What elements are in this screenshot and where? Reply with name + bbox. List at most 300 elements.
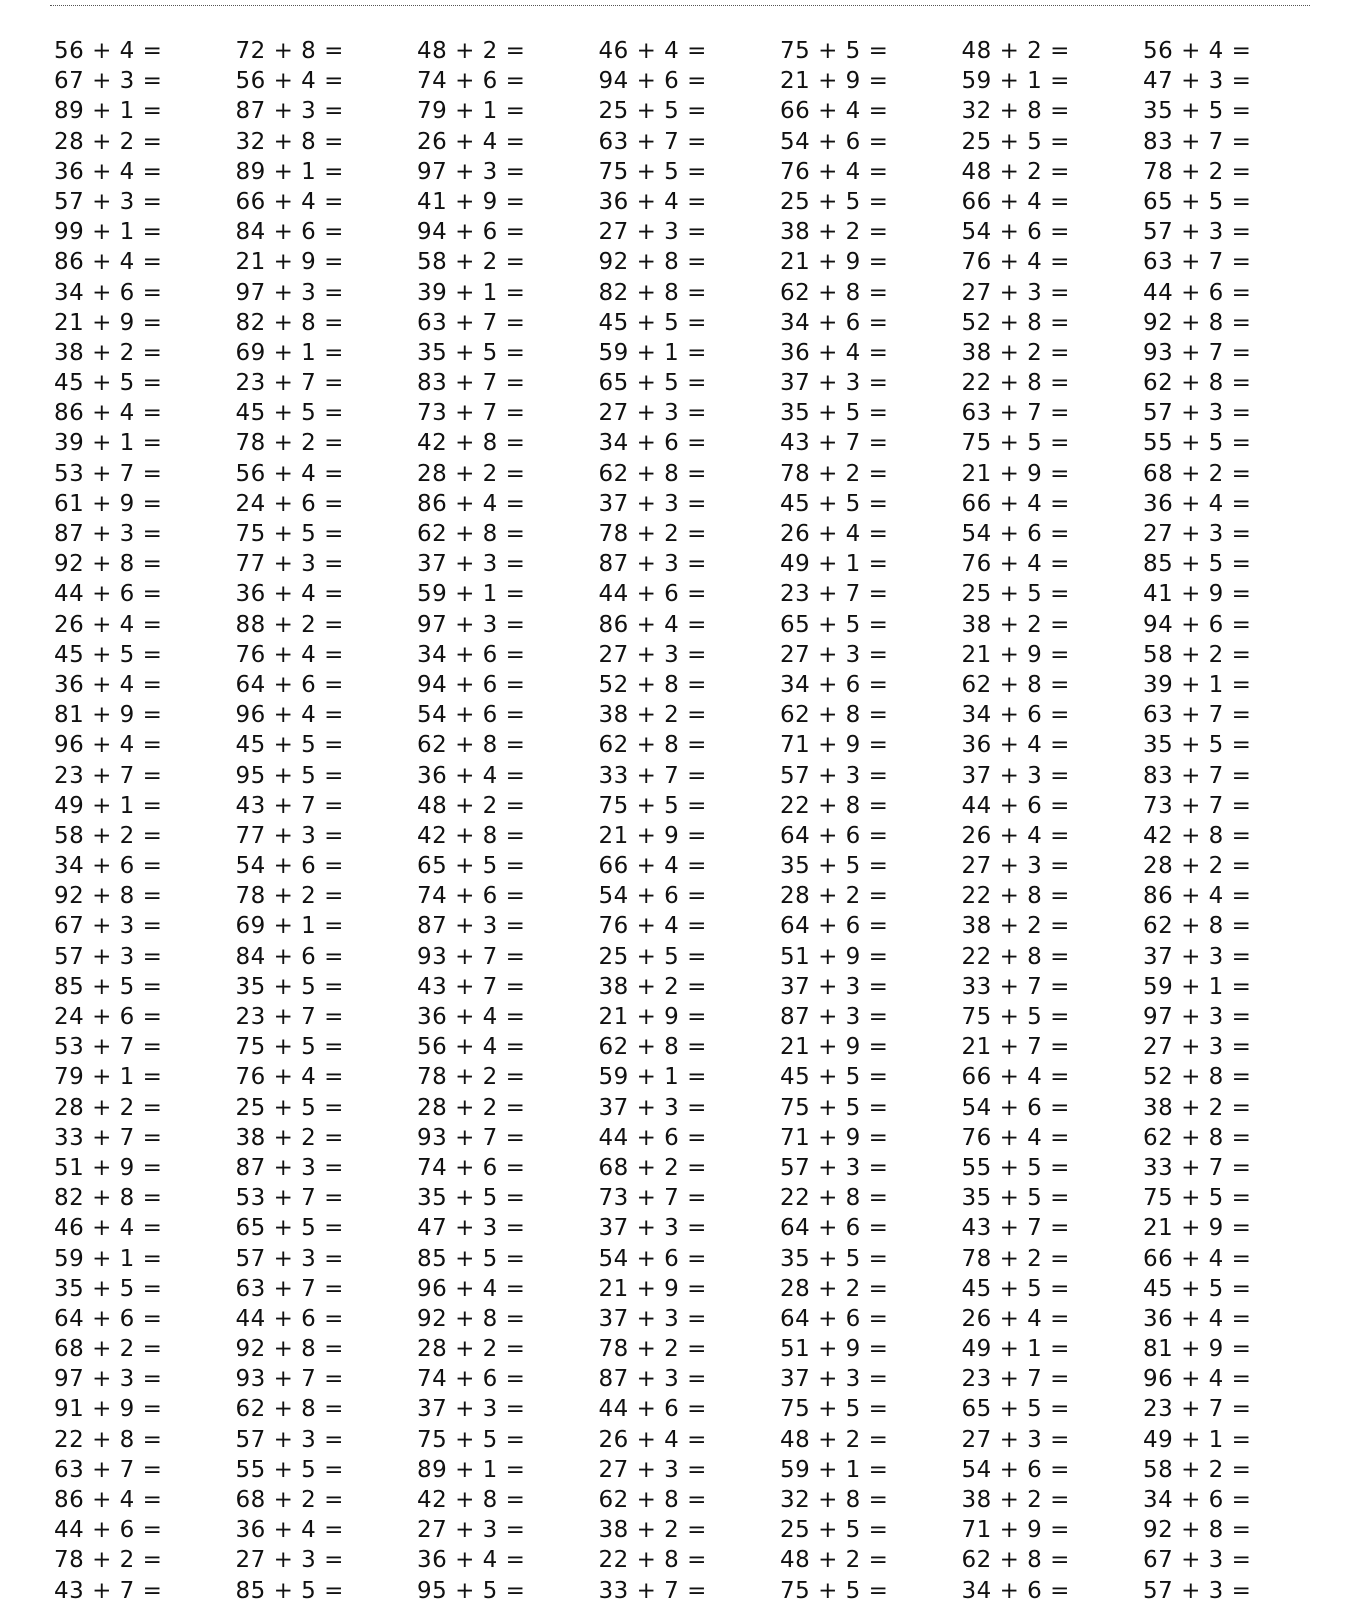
problem-cell: 97 + 3 =	[417, 611, 526, 638]
problem-cell: 74 + 6 =	[417, 1154, 526, 1181]
problem-cell: 44 + 6 =	[961, 792, 1070, 819]
problem-cell: 65 + 5 =	[598, 370, 707, 397]
problem-cell: 27 + 3 =	[598, 1456, 707, 1483]
problem-cell: 93 + 7 =	[1143, 339, 1252, 366]
problem-cell: 43 + 7 =	[780, 430, 889, 457]
problem-cell: 33 + 7 =	[54, 1124, 163, 1151]
problem-cell: 96 + 4 =	[1143, 1366, 1252, 1393]
problem-cell: 62 + 8 =	[1143, 1124, 1252, 1151]
problem-cell: 27 + 3 =	[1143, 1034, 1252, 1061]
problem-cell: 36 + 4 =	[417, 1547, 526, 1574]
problem-cell: 57 + 3 =	[1143, 219, 1252, 246]
problem-cell: 44 + 6 =	[54, 581, 163, 608]
problem-cell: 87 + 3 =	[780, 1004, 889, 1030]
problem-cell: 75 + 5 =	[235, 521, 344, 547]
problem-cell: 36 + 4 =	[780, 339, 889, 366]
problem-cell: 26 + 4 =	[417, 128, 526, 155]
problem-cell: 76 + 4 =	[235, 1064, 344, 1091]
problem-cell: 27 + 3 =	[235, 1547, 344, 1574]
problem-cell: 75 + 5 =	[780, 1396, 889, 1423]
problem-cell: 21 + 9 =	[235, 249, 344, 276]
problem-cell: 25 + 5 =	[780, 1517, 889, 1544]
problem-cell: 64 + 6 =	[235, 671, 344, 698]
problem-cell: 37 + 3 =	[598, 1305, 707, 1332]
problem-cell: 21 + 9 =	[780, 1034, 889, 1061]
problem-cell: 87 + 3 =	[54, 521, 163, 547]
problem-cell: 27 + 3 =	[598, 641, 707, 668]
problem-cell: 55 + 5 =	[235, 1456, 344, 1483]
problem-cell: 56 + 4 =	[1143, 38, 1252, 64]
problem-cell: 84 + 6 =	[235, 219, 344, 246]
problem-cell: 57 + 3 =	[235, 1426, 344, 1453]
problem-cell: 86 + 4 =	[1143, 883, 1252, 910]
problem-cell: 76 + 4 =	[961, 1124, 1070, 1151]
problem-cell: 23 + 7 =	[780, 581, 889, 608]
problem-cell: 63 + 7 =	[1143, 702, 1252, 729]
problem-cell: 21 + 9 =	[598, 822, 707, 849]
problem-cell: 54 + 6 =	[417, 702, 526, 729]
problem-cell: 46 + 4 =	[598, 38, 707, 64]
problem-cell: 54 + 6 =	[780, 128, 889, 155]
problem-cell: 64 + 6 =	[780, 822, 889, 849]
problem-cell: 61 + 9 =	[54, 490, 163, 517]
problem-cell: 66 + 4 =	[780, 98, 889, 125]
problem-cell: 44 + 6 =	[235, 1305, 344, 1332]
problem-cell: 83 + 7 =	[1143, 128, 1252, 155]
problem-cell: 38 + 2 =	[598, 702, 707, 729]
problem-cell: 68 + 2 =	[1143, 460, 1252, 487]
problem-cell: 35 + 5 =	[780, 853, 889, 880]
problem-cell: 26 + 4 =	[54, 611, 163, 638]
problem-cell: 33 + 7 =	[598, 762, 707, 789]
problem-cell: 27 + 3 =	[1143, 521, 1252, 547]
problem-cell: 62 + 8 =	[417, 732, 526, 759]
problem-cell: 37 + 3 =	[1143, 943, 1252, 970]
problem-cell: 28 + 2 =	[417, 1094, 526, 1121]
problem-cell: 63 + 7 =	[54, 1456, 163, 1483]
problem-cell: 76 + 4 =	[598, 913, 707, 940]
problem-cell: 21 + 9 =	[780, 249, 889, 276]
problem-cell: 34 + 6 =	[961, 702, 1070, 729]
problem-cell: 49 + 1 =	[961, 1336, 1070, 1363]
problem-cell: 62 + 8 =	[780, 279, 889, 306]
problem-cell: 87 + 3 =	[235, 1154, 344, 1181]
problem-cell: 48 + 2 =	[961, 38, 1070, 64]
problem-cell: 21 + 7 =	[961, 1034, 1070, 1061]
problem-cell: 25 + 5 =	[598, 98, 707, 125]
problem-cell: 35 + 5 =	[1143, 732, 1252, 759]
problem-cell: 36 + 4 =	[1143, 490, 1252, 517]
problem-cell: 35 + 5 =	[780, 1245, 889, 1272]
problem-cell: 92 + 8 =	[598, 249, 707, 276]
problem-cell: 68 + 2 =	[598, 1154, 707, 1181]
problem-cell: 55 + 5 =	[1143, 430, 1252, 457]
problem-cell: 48 + 2 =	[780, 1426, 889, 1453]
problem-cell: 75 + 5 =	[961, 1004, 1070, 1030]
problem-cell: 97 + 3 =	[417, 158, 526, 185]
problem-cell: 81 + 9 =	[1143, 1336, 1252, 1363]
problem-cell: 35 + 5 =	[54, 1275, 163, 1302]
problem-cell: 37 + 3 =	[417, 1396, 526, 1423]
problem-cell: 38 + 2 =	[961, 913, 1070, 940]
problem-cell: 21 + 9 =	[961, 641, 1070, 668]
problem-cell: 74 + 6 =	[417, 1366, 526, 1393]
problem-cell: 28 + 2 =	[54, 128, 163, 155]
problem-cell: 53 + 7 =	[54, 460, 163, 487]
problem-cell: 43 + 7 =	[961, 1215, 1070, 1242]
problem-cell: 66 + 4 =	[235, 188, 344, 215]
problem-cell: 87 + 3 =	[417, 913, 526, 940]
problem-cell: 57 + 3 =	[1143, 1577, 1252, 1604]
problem-cell: 79 + 1 =	[54, 1064, 163, 1091]
problem-cell: 26 + 4 =	[961, 822, 1070, 849]
problem-cell: 32 + 8 =	[235, 128, 344, 155]
problem-cell: 22 + 8 =	[961, 943, 1070, 970]
problem-cell: 84 + 6 =	[235, 943, 344, 970]
dotted-rule	[50, 5, 1310, 6]
problem-cell: 54 + 6 =	[961, 1094, 1070, 1121]
problem-cell: 62 + 8 =	[417, 521, 526, 547]
problem-cell: 76 + 4 =	[235, 641, 344, 668]
problem-cell: 45 + 5 =	[961, 1275, 1070, 1302]
problem-cell: 36 + 4 =	[961, 732, 1070, 759]
problem-cell: 89 + 1 =	[235, 158, 344, 185]
problem-cell: 48 + 2 =	[780, 1547, 889, 1574]
problem-cell: 32 + 8 =	[961, 98, 1070, 125]
problem-cell: 94 + 6 =	[417, 671, 526, 698]
problem-cell: 66 + 4 =	[961, 1064, 1070, 1091]
problem-cell: 22 + 8 =	[598, 1547, 707, 1574]
problem-cell: 88 + 2 =	[235, 611, 344, 638]
problem-cell: 21 + 9 =	[1143, 1215, 1252, 1242]
problem-cell: 62 + 8 =	[780, 702, 889, 729]
problem-cell: 54 + 6 =	[961, 521, 1070, 547]
problem-cell: 59 + 1 =	[780, 1456, 889, 1483]
problem-cell: 78 + 2 =	[235, 430, 344, 457]
problem-cell: 58 + 2 =	[417, 249, 526, 276]
problem-cell: 54 + 6 =	[961, 219, 1070, 246]
problem-cell: 42 + 8 =	[417, 1487, 526, 1513]
problem-cell: 43 + 7 =	[417, 973, 526, 1000]
problem-cell: 62 + 8 =	[961, 1547, 1070, 1574]
problem-cell: 57 + 3 =	[780, 762, 889, 789]
problem-cell: 38 + 2 =	[598, 973, 707, 1000]
problem-cell: 99 + 1 =	[54, 219, 163, 246]
problem-cell: 45 + 5 =	[780, 1064, 889, 1091]
problem-cell: 52 + 8 =	[1143, 1064, 1252, 1091]
problem-cell: 37 + 3 =	[417, 551, 526, 578]
problem-cell: 93 + 7 =	[417, 943, 526, 970]
problem-cell: 39 + 1 =	[1143, 671, 1252, 698]
problem-cell: 38 + 2 =	[598, 1517, 707, 1544]
problem-cell: 82 + 8 =	[598, 279, 707, 306]
problem-cell: 64 + 6 =	[780, 1305, 889, 1332]
problem-cell: 86 + 4 =	[54, 249, 163, 276]
problem-cell: 75 + 5 =	[780, 1094, 889, 1121]
problem-cell: 26 + 4 =	[780, 521, 889, 547]
problem-cell: 73 + 7 =	[598, 1185, 707, 1212]
problem-cell: 43 + 7 =	[235, 792, 344, 819]
problem-cell: 38 + 2 =	[54, 339, 163, 366]
problem-cell: 65 + 5 =	[417, 853, 526, 880]
problem-cell: 52 + 8 =	[598, 671, 707, 698]
problem-cell: 26 + 4 =	[961, 1305, 1070, 1332]
problem-cell: 62 + 8 =	[235, 1396, 344, 1423]
problem-cell: 86 + 4 =	[417, 490, 526, 517]
problem-cell: 36 + 4 =	[417, 762, 526, 789]
problem-cell: 44 + 6 =	[1143, 279, 1252, 306]
problem-cell: 93 + 7 =	[417, 1124, 526, 1151]
problem-cell: 62 + 8 =	[1143, 370, 1252, 397]
problem-cell: 54 + 6 =	[235, 853, 344, 880]
problem-cell: 26 + 4 =	[598, 1426, 707, 1453]
problem-cell: 36 + 4 =	[54, 158, 163, 185]
problem-cell: 57 + 3 =	[54, 943, 163, 970]
problem-cell: 73 + 7 =	[417, 400, 526, 427]
problem-cell: 27 + 3 =	[417, 1517, 526, 1544]
problem-cell: 35 + 5 =	[417, 1185, 526, 1212]
problem-cell: 64 + 6 =	[54, 1305, 163, 1332]
problem-cell: 63 + 7 =	[598, 128, 707, 155]
problem-cell: 22 + 8 =	[961, 370, 1070, 397]
problem-cell: 63 + 7 =	[1143, 249, 1252, 276]
problem-cell: 34 + 6 =	[417, 641, 526, 668]
problem-cell: 35 + 5 =	[961, 1185, 1070, 1212]
problem-cell: 97 + 3 =	[235, 279, 344, 306]
problem-cell: 27 + 3 =	[961, 279, 1070, 306]
problem-cell: 59 + 1 =	[598, 1064, 707, 1091]
problem-cell: 65 + 5 =	[780, 611, 889, 638]
problem-cell: 46 + 4 =	[54, 1215, 163, 1242]
problem-cell: 75 + 5 =	[780, 1577, 889, 1604]
problem-cell: 77 + 3 =	[235, 822, 344, 849]
problem-cell: 37 + 3 =	[598, 1215, 707, 1242]
problem-cell: 83 + 7 =	[417, 370, 526, 397]
problem-cell: 56 + 4 =	[417, 1034, 526, 1061]
problem-cell: 57 + 3 =	[235, 1245, 344, 1272]
problem-cell: 54 + 6 =	[598, 883, 707, 910]
problem-cell: 24 + 6 =	[235, 490, 344, 517]
problem-cell: 87 + 3 =	[598, 1366, 707, 1393]
problem-cell: 94 + 6 =	[417, 219, 526, 246]
problem-cell: 44 + 6 =	[598, 1396, 707, 1423]
problem-cell: 94 + 6 =	[598, 68, 707, 95]
problem-cell: 22 + 8 =	[54, 1426, 163, 1453]
problem-cell: 34 + 6 =	[780, 309, 889, 336]
problem-cell: 23 + 7 =	[1143, 1396, 1252, 1423]
problem-cell: 85 + 5 =	[417, 1245, 526, 1272]
problem-cell: 65 + 5 =	[1143, 188, 1252, 215]
problem-cell: 92 + 8 =	[1143, 1517, 1252, 1544]
problem-cell: 59 + 1 =	[54, 1245, 163, 1272]
problem-cell: 58 + 2 =	[54, 822, 163, 849]
problem-cell: 38 + 2 =	[961, 1487, 1070, 1513]
problem-cell: 42 + 8 =	[417, 822, 526, 849]
problem-cell: 25 + 5 =	[961, 128, 1070, 155]
problem-cell: 51 + 9 =	[780, 943, 889, 970]
problem-cell: 67 + 3 =	[54, 913, 163, 940]
problem-cell: 28 + 2 =	[1143, 853, 1252, 880]
problem-cell: 75 + 5 =	[235, 1034, 344, 1061]
problem-cell: 48 + 2 =	[961, 158, 1070, 185]
problem-cell: 38 + 2 =	[780, 219, 889, 246]
problem-cell: 45 + 5 =	[1143, 1275, 1252, 1302]
problem-cell: 42 + 8 =	[417, 430, 526, 457]
problem-cell: 57 + 3 =	[1143, 400, 1252, 427]
problem-cell: 34 + 6 =	[54, 279, 163, 306]
problem-cell: 33 + 7 =	[961, 973, 1070, 1000]
problem-cell: 62 + 8 =	[1143, 913, 1252, 940]
problem-cell: 51 + 9 =	[54, 1154, 163, 1181]
problem-cell: 27 + 3 =	[961, 853, 1070, 880]
problem-cell: 85 + 5 =	[1143, 551, 1252, 578]
problem-cell: 34 + 6 =	[780, 671, 889, 698]
problem-cell: 25 + 5 =	[780, 188, 889, 215]
problem-cell: 35 + 5 =	[1143, 98, 1252, 125]
problem-cell: 43 + 7 =	[54, 1577, 163, 1604]
problem-cell: 36 + 4 =	[1143, 1305, 1252, 1332]
problem-cell: 92 + 8 =	[54, 883, 163, 910]
problem-cell: 39 + 1 =	[54, 430, 163, 457]
problem-cell: 66 + 4 =	[961, 490, 1070, 517]
problem-cell: 49 + 1 =	[54, 792, 163, 819]
problem-cell: 78 + 2 =	[54, 1547, 163, 1574]
problem-cell: 92 + 8 =	[54, 551, 163, 578]
problem-cell: 62 + 8 =	[598, 1487, 707, 1513]
problem-cell: 54 + 6 =	[598, 1245, 707, 1272]
problem-cell: 22 + 8 =	[780, 792, 889, 819]
problem-cell: 78 + 2 =	[961, 1245, 1070, 1272]
problem-cell: 27 + 3 =	[598, 219, 707, 246]
problem-cell: 87 + 3 =	[598, 551, 707, 578]
problem-cell: 71 + 9 =	[780, 1124, 889, 1151]
problem-cell: 75 + 5 =	[598, 158, 707, 185]
problem-cell: 92 + 8 =	[1143, 309, 1252, 336]
problem-cell: 71 + 9 =	[780, 732, 889, 759]
problem-cell: 35 + 5 =	[780, 400, 889, 427]
problem-cell: 21 + 9 =	[54, 309, 163, 336]
problem-cell: 36 + 4 =	[235, 581, 344, 608]
problem-cell: 36 + 4 =	[598, 188, 707, 215]
problem-cell: 44 + 6 =	[598, 1124, 707, 1151]
problem-cell: 56 + 4 =	[54, 38, 163, 64]
problem-cell: 66 + 4 =	[961, 188, 1070, 215]
problem-cell: 37 + 3 =	[598, 490, 707, 517]
problem-cell: 75 + 5 =	[961, 430, 1070, 457]
problem-cell: 58 + 2 =	[1143, 641, 1252, 668]
problem-cell: 91 + 9 =	[54, 1396, 163, 1423]
problem-cell: 69 + 1 =	[235, 913, 344, 940]
problem-cell: 75 + 5 =	[780, 38, 889, 64]
problem-cell: 27 + 3 =	[961, 1426, 1070, 1453]
problem-cell: 28 + 2 =	[780, 883, 889, 910]
problem-cell: 64 + 6 =	[780, 913, 889, 940]
problem-cell: 73 + 7 =	[1143, 792, 1252, 819]
problem-cell: 82 + 8 =	[54, 1185, 163, 1212]
problem-cell: 56 + 4 =	[235, 460, 344, 487]
problem-cell: 45 + 5 =	[235, 400, 344, 427]
problem-cell: 22 + 8 =	[961, 883, 1070, 910]
problem-cell: 96 + 4 =	[54, 732, 163, 759]
problem-cell: 57 + 3 =	[54, 188, 163, 215]
problem-cell: 37 + 3 =	[961, 762, 1070, 789]
problem-cell: 78 + 2 =	[1143, 158, 1252, 185]
problem-cell: 38 + 2 =	[961, 611, 1070, 638]
problem-cell: 59 + 1 =	[417, 581, 526, 608]
problem-cell: 59 + 1 =	[598, 339, 707, 366]
problem-cell: 76 + 4 =	[780, 158, 889, 185]
problem-cell: 86 + 4 =	[598, 611, 707, 638]
problem-cell: 75 + 5 =	[417, 1426, 526, 1453]
problem-cell: 92 + 8 =	[235, 1336, 344, 1363]
problem-cell: 56 + 4 =	[235, 68, 344, 95]
problem-cell: 34 + 6 =	[54, 853, 163, 880]
problem-cell: 83 + 7 =	[1143, 762, 1252, 789]
problem-cell: 37 + 3 =	[780, 1366, 889, 1393]
problem-cell: 82 + 8 =	[235, 309, 344, 336]
problem-cell: 59 + 1 =	[1143, 973, 1252, 1000]
problem-cell: 79 + 1 =	[417, 98, 526, 125]
problem-cell: 41 + 9 =	[1143, 581, 1252, 608]
problem-cell: 38 + 2 =	[961, 339, 1070, 366]
problem-cell: 25 + 5 =	[235, 1094, 344, 1121]
problem-cell: 53 + 7 =	[54, 1034, 163, 1061]
problem-cell: 62 + 8 =	[598, 1034, 707, 1061]
problem-cell: 45 + 5 =	[54, 641, 163, 668]
problem-cell: 22 + 8 =	[780, 1185, 889, 1212]
problem-cell: 41 + 9 =	[417, 188, 526, 215]
problem-cell: 53 + 7 =	[235, 1185, 344, 1212]
problem-cell: 37 + 3 =	[598, 1094, 707, 1121]
problem-cell: 75 + 5 =	[1143, 1185, 1252, 1212]
problem-cell: 45 + 5 =	[598, 309, 707, 336]
problem-cell: 72 + 8 =	[235, 38, 344, 64]
problem-cell: 23 + 7 =	[235, 1004, 344, 1030]
problem-cell: 44 + 6 =	[54, 1517, 163, 1544]
problem-cell: 78 + 2 =	[780, 460, 889, 487]
problem-cell: 69 + 1 =	[235, 339, 344, 366]
problem-cell: 49 + 1 =	[780, 551, 889, 578]
problem-cell: 23 + 7 =	[54, 762, 163, 789]
problem-cell: 28 + 2 =	[780, 1275, 889, 1302]
problem-cell: 36 + 4 =	[54, 671, 163, 698]
problem-cell: 21 + 9 =	[598, 1275, 707, 1302]
problem-cell: 64 + 6 =	[780, 1215, 889, 1242]
problem-cell: 52 + 8 =	[961, 309, 1070, 336]
problem-cell: 74 + 6 =	[417, 883, 526, 910]
problem-cell: 27 + 3 =	[598, 400, 707, 427]
problem-cell: 35 + 5 =	[235, 973, 344, 1000]
problem-cell: 36 + 4 =	[235, 1517, 344, 1544]
problem-cell: 24 + 6 =	[54, 1004, 163, 1030]
problem-cell: 45 + 5 =	[780, 490, 889, 517]
problem-cell: 45 + 5 =	[235, 732, 344, 759]
problem-cell: 49 + 1 =	[1143, 1426, 1252, 1453]
problem-cell: 62 + 8 =	[598, 732, 707, 759]
problem-cell: 23 + 7 =	[961, 1366, 1070, 1393]
problem-cell: 62 + 8 =	[961, 671, 1070, 698]
problem-cell: 66 + 4 =	[598, 853, 707, 880]
problem-cell: 78 + 2 =	[235, 883, 344, 910]
problem-cell: 96 + 4 =	[417, 1275, 526, 1302]
problem-cell: 47 + 3 =	[417, 1215, 526, 1242]
problem-cell: 94 + 6 =	[1143, 611, 1252, 638]
problem-cell: 62 + 8 =	[598, 460, 707, 487]
problem-cell: 42 + 8 =	[1143, 822, 1252, 849]
problem-cell: 37 + 3 =	[780, 973, 889, 1000]
problem-cell: 57 + 3 =	[780, 1154, 889, 1181]
problem-cell: 21 + 9 =	[961, 460, 1070, 487]
